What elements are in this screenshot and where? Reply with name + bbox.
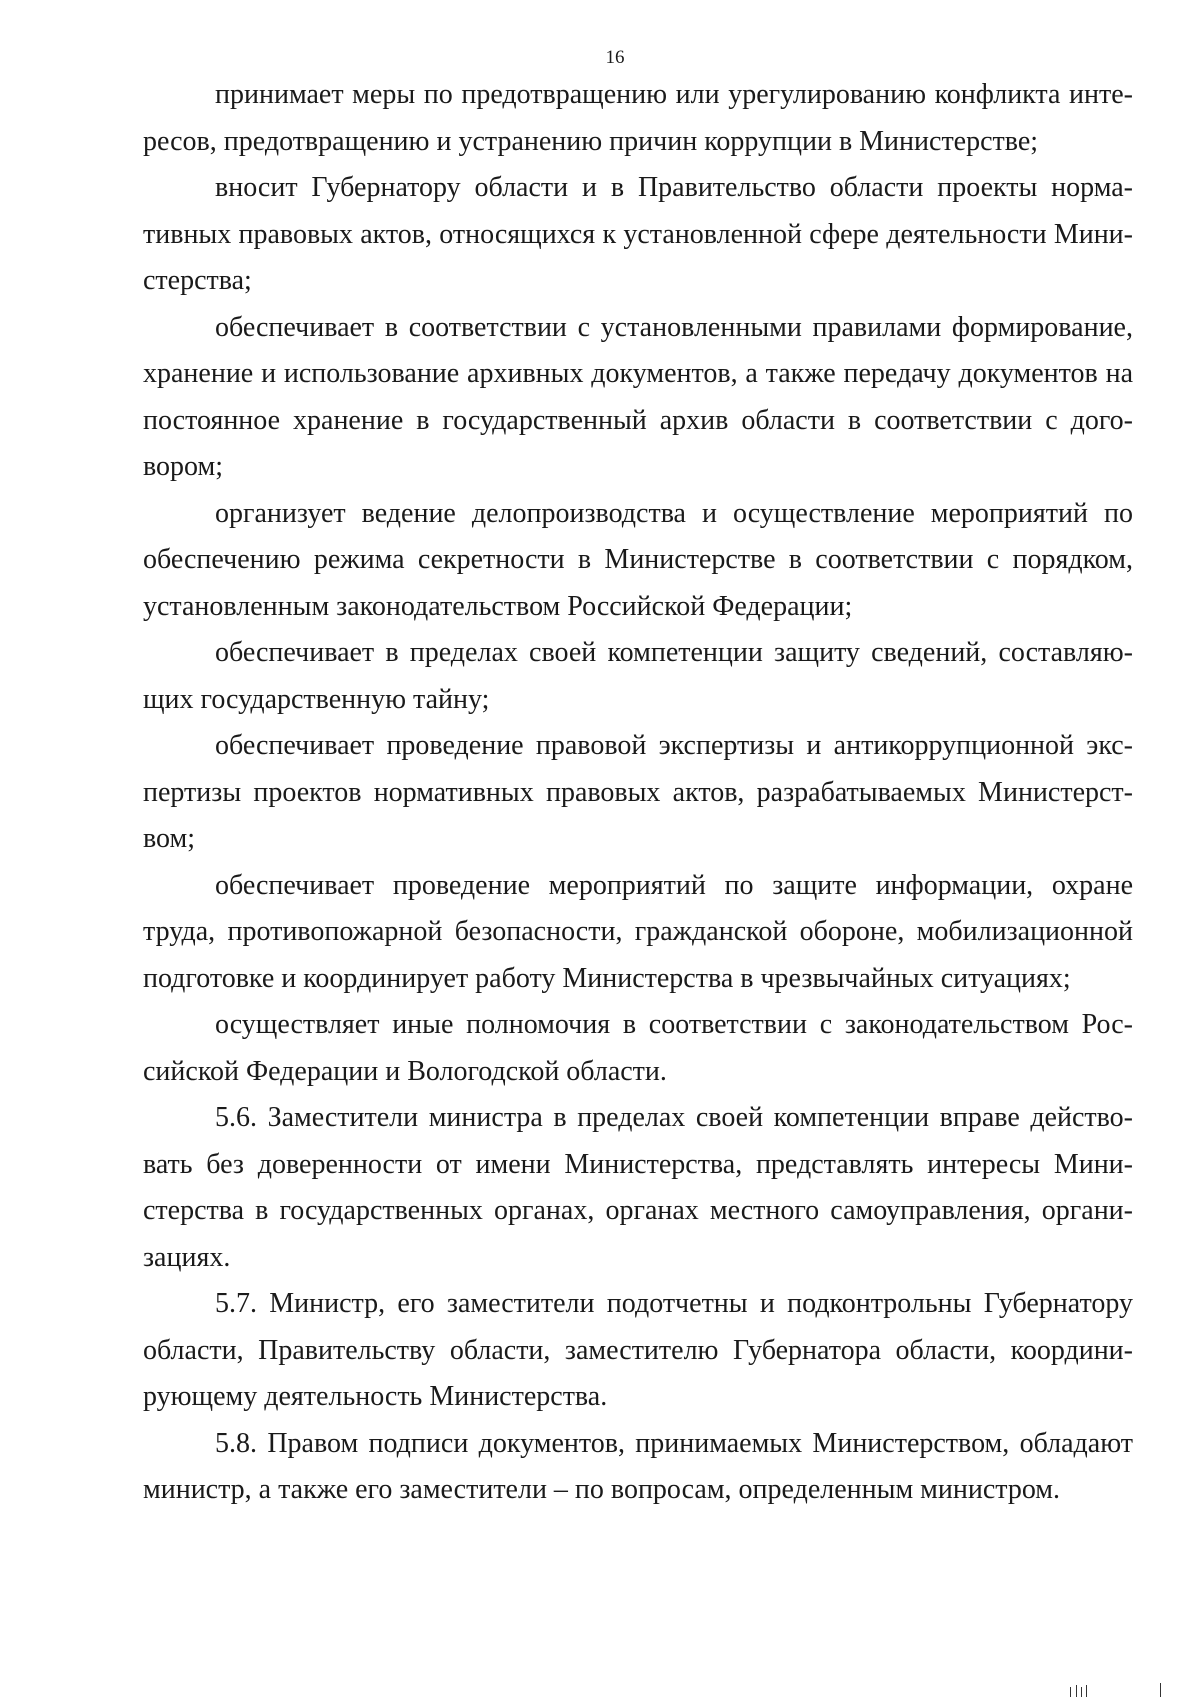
paragraph-legal-expertise: обеспечивает проведение правовой экспертизы и антикоррупционной экспертизы проектов нормативных правовых актов, разрабатываемых Министерством; <box>143 730 1133 854</box>
document-body <box>143 72 1133 1514</box>
paragraph-5-7: 5.7. Министр, его заместители подотчетны и подконтрольны Губернатору области, Правительству области, заместителю Губернатора области, координирующему деятельность Министерства. <box>143 1288 1133 1412</box>
paragraph-state-secret: обеспечивает в пределах своей компетенции защиту сведений, составляющих государственную тайну; <box>143 637 1133 715</box>
paragraph-draft-acts: вносит Губернатору области и в Правительство области проекты нормативных правовых актов, относящихся к установленной сфере деятельности Министерства; <box>143 172 1133 296</box>
page-number: 16 <box>605 47 625 68</box>
paragraph-protection-measures: обеспечивает проведение мероприятий по защите информации, охране труда, противопожарной безопасности, гражданской обороне, мобилизационной подготовке и координирует работу Министерства в чрезвычайных ситуациях; <box>143 869 1133 994</box>
paragraph-archives: обеспечивает в соответствии с установленными правилами формирование, хранение и использование архивных документов, а также передачу документов на постоянное хранение в государственный архив области в соответствии с договором; <box>143 311 1133 482</box>
paragraph-secrecy-regime: организует ведение делопроизводства и осуществление мероприятий по обеспечению режима секретности в Министерстве в соответствии с порядком, установленным законодательством Российской Федерации; <box>143 497 1133 622</box>
paragraph-other-powers: осуществляет иные полномочия в соответствии с законодательством Российской Федерации и Вологодской области. <box>143 1009 1133 1087</box>
paragraph-5-8: 5.8. Правом подписи документов, принимаемых Министерством, обладают министр, а также его заместители – по вопросам, определенным министром. <box>143 1427 1133 1505</box>
scan-edge-marks <box>1060 1683 1180 1697</box>
paragraph-conflict-of-interest: принимает меры по предотвращению или урегулированию конфликта интересов, предотвращению и устранению причин коррупции в Министерстве; <box>143 79 1133 157</box>
paragraph-5-6: 5.6. Заместители министра в пределах своей компетенции вправе действовать без доверенности от имени Министерства, представлять интересы Министерства в государственных органах, органах местного самоуправления, организациях. <box>143 1102 1133 1273</box>
